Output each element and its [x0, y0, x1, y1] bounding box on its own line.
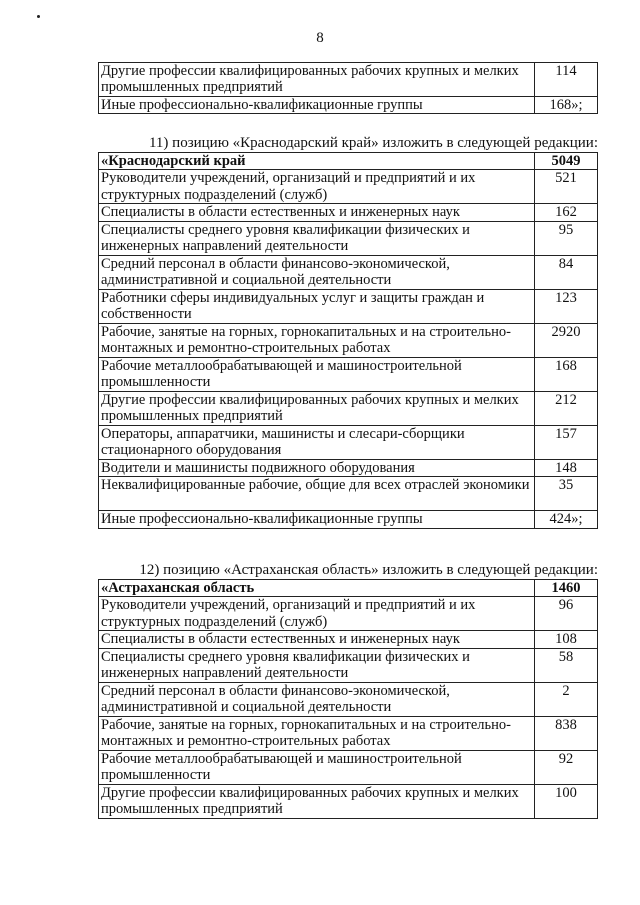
table-row	[99, 459, 598, 476]
row-label: Специалисты среднего уровня квалификации физических и инженерных направлений деятельности	[99, 648, 535, 682]
page-number: 8	[316, 30, 324, 46]
table-krasnodar	[98, 152, 598, 529]
row-label: Другие профессии квалифицированных рабочих крупных и мелких промышленных предприятий	[99, 63, 535, 97]
row-value: 2	[535, 682, 598, 716]
row-label: Средний персонал в области финансово-экономической, административной и социальной деятельности	[99, 255, 535, 289]
region-name: «Краснодарский край	[99, 153, 535, 170]
row-value: 84	[535, 255, 598, 289]
row-label: Руководители учреждений, организаций и предприятий и их структурных подразделений (служб)	[99, 170, 535, 204]
row-value: 168»;	[535, 97, 598, 114]
table-header-row	[99, 580, 598, 597]
row-value: 108	[535, 631, 598, 648]
row-label: Специалисты в области естественных и инженерных наук	[99, 204, 535, 221]
row-label: Рабочие, занятые на горных, горнокапитальных и на строительно-монтажных и ремонтно-строительных работах	[99, 716, 535, 750]
row-value: 157	[535, 425, 598, 459]
table-row	[99, 750, 598, 784]
table-top-continuation	[98, 62, 598, 114]
table-row	[99, 289, 598, 323]
row-label: Неквалифицированные рабочие, общие для всех отраслей экономики	[99, 477, 535, 511]
table-row	[99, 511, 598, 528]
table-row	[99, 323, 598, 357]
row-value: 168	[535, 357, 598, 391]
table-row	[99, 221, 598, 255]
table-row	[99, 477, 598, 511]
row-label: Иные профессионально-квалификационные группы	[99, 511, 535, 528]
row-label: Рабочие металлообрабатывающей и машиностроительной промышленности	[99, 750, 535, 784]
row-label: Другие профессии квалифицированных рабочих крупных и мелких промышленных предприятий	[99, 391, 535, 425]
row-label: Операторы, аппаратчики, машинисты и слесари-сборщики стационарного оборудования	[99, 425, 535, 459]
table-row	[99, 255, 598, 289]
row-value: 114	[535, 63, 598, 97]
row-label: Водители и машинисты подвижного оборудования	[99, 459, 535, 476]
row-value: 35	[535, 477, 598, 511]
region-total: 5049	[535, 153, 598, 170]
table-astrakhan	[98, 579, 598, 819]
table-row	[99, 784, 598, 818]
row-value: 92	[535, 750, 598, 784]
row-value: 162	[535, 204, 598, 221]
row-value: 521	[535, 170, 598, 204]
table-row	[99, 425, 598, 459]
row-value: 96	[535, 597, 598, 631]
row-label: Работники сферы индивидуальных услуг и защиты граждан и собственности	[99, 289, 535, 323]
row-value: 148	[535, 459, 598, 476]
row-label: Иные профессионально-квалификационные группы	[99, 97, 535, 114]
table-row	[99, 204, 598, 221]
table-row	[99, 63, 598, 97]
row-value: 123	[535, 289, 598, 323]
paragraph-12: 12) позицию «Астраханская область» изложить в следующей редакции:	[139, 562, 598, 578]
row-value: 212	[535, 391, 598, 425]
table-row	[99, 357, 598, 391]
table-row	[99, 97, 598, 114]
row-value: 100	[535, 784, 598, 818]
row-label: Рабочие металлообрабатывающей и машиностроительной промышленности	[99, 357, 535, 391]
row-label: Специалисты в области естественных и инженерных наук	[99, 631, 535, 648]
row-label: Специалисты среднего уровня квалификации физических и инженерных направлений деятельности	[99, 221, 535, 255]
table-row	[99, 170, 598, 204]
region-total: 1460	[535, 580, 598, 597]
row-value: 95	[535, 221, 598, 255]
table-row	[99, 716, 598, 750]
table-row	[99, 682, 598, 716]
row-value: 58	[535, 648, 598, 682]
row-value: 838	[535, 716, 598, 750]
table-row	[99, 597, 598, 631]
row-label: Средний персонал в области финансово-экономической, административной и социальной деятельности	[99, 682, 535, 716]
scan-speck	[37, 15, 40, 18]
table-row	[99, 648, 598, 682]
row-value: 2920	[535, 323, 598, 357]
row-label: Рабочие, занятые на горных, горнокапитальных и на строительно-монтажных и ремонтно-строительных работах	[99, 323, 535, 357]
table-row	[99, 631, 598, 648]
table-row	[99, 391, 598, 425]
table-header-row	[99, 153, 598, 170]
region-name: «Астраханская область	[99, 580, 535, 597]
row-value: 424»;	[535, 511, 598, 528]
row-label: Другие профессии квалифицированных рабочих крупных и мелких промышленных предприятий	[99, 784, 535, 818]
row-label: Руководители учреждений, организаций и предприятий и их структурных подразделений (служб)	[99, 597, 535, 631]
paragraph-11: 11) позицию «Краснодарский край» изложить в следующей редакции:	[148, 135, 598, 151]
